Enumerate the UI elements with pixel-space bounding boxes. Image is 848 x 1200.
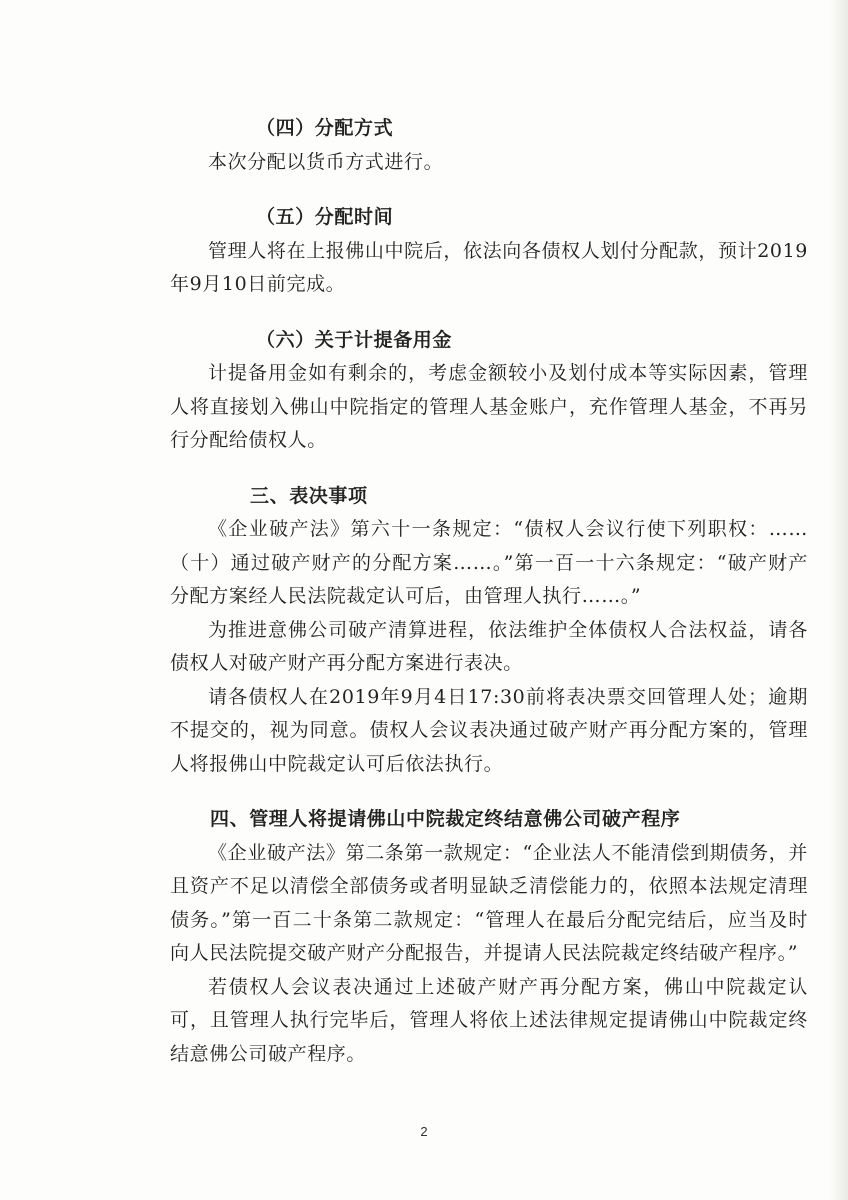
section-heading-termination-request: 四、管理人将提请佛山中院裁定终结意佛公司破产程序 [210,808,681,830]
paragraph: 若债权人会议表决通过上述破产财产再分配方案，佛山中院裁定认可，且管理人执行完毕后，管理人将依上述法律规定提请佛山中院裁定终结意佛公司破产程序。 [170,975,808,1065]
paragraph: 计提备用金如有剩余的，考虑金额较小及划付成本等实际因素，管理人将直接划入佛山中院指定的管理人基金账户，充作管理人基金，不再另行分配给债权人。 [170,362,808,451]
paragraph: 为推进意佛公司破产清算进程，依法维护全体债权人合法权益，请各债权人对破产财产再分配方案进行表决。 [170,618,808,674]
paragraph: 《企业破产法》第六十一条规定：“债权人会议行使下列职权：……（十）通过破产财产的分配方案……。”第一百一十六条规定：“破产财产分配方案经人民法院裁定认可后，由管理人执行……。” [170,518,808,607]
section-heading-distribution-time: （五）分配时间 [256,206,394,228]
paragraph: 《企业破产法》第二条第一款规定：“企业法人不能清偿到期债务，并且资产不足以清偿全部债务或者明显缺乏清偿能力的，依照本法规定清理债务。”第一百二十条第二款规定：“管理人在最后分配完结后，应当及时向人民法院提交破产财产分配报告，并提请人民法院裁定终结破产程序。” [170,841,808,964]
section-heading-distribution-method: （四）分配方式 [256,117,394,139]
paragraph: 本次分配以货币方式进行。 [208,150,444,173]
paragraph: 请各债权人在2019年9月4日17:30前将表决票交回管理人处；逾期不提交的，视为同意。债权人会议表决通过破产财产再分配方案的，管理人将报佛山中院裁定认可后依法执行。 [170,685,808,775]
section-heading-reserve-fund: （六）关于计提备用金 [256,328,453,351]
scan-page-edge [830,0,848,1200]
document-body [170,112,808,1071]
page-number: 2 [420,1124,428,1139]
paragraph: 管理人将在上报佛山中院后，依法向各债权人划付分配款，预计2019年9月10日前完成。 [170,239,808,295]
section-heading-voting-matters: 三、表决事项 [250,484,368,507]
